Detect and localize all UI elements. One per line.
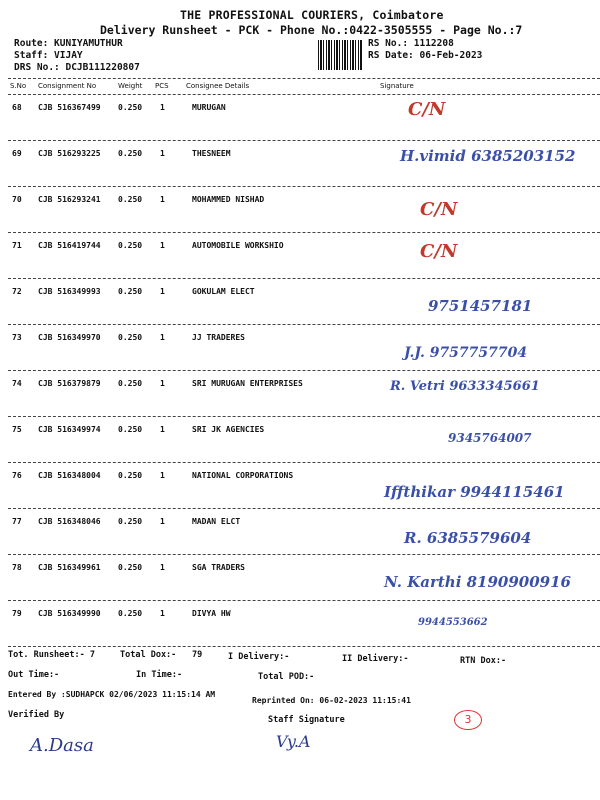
i-delivery: I Delivery:- [228,652,290,662]
table-row [8,141,600,187]
in-time: In Time:- [136,670,183,680]
table-row [8,555,600,601]
header-divider-top [8,78,600,79]
rs-number: RS No.: 1112208 [368,38,454,49]
row-consignment: CJB 516293225 [38,149,101,158]
row-sno: 76 [12,471,22,480]
row-pcs: 1 [160,195,165,204]
company-title: THE PROFESSIONAL COURIERS, Coimbatore [180,8,444,22]
verifier-signature: A.Dasa [30,735,94,756]
row-consignment: CJB 516419744 [38,241,101,250]
row-weight: 0.250 [118,425,143,434]
row-weight: 0.250 [118,241,143,250]
row-signature: 9345764007 [448,431,532,445]
row-consignee: THESNEEM [192,149,231,158]
total-pod: Total POD:- [258,672,315,682]
row-consignment: CJB 516349990 [38,609,101,618]
table-row [8,509,600,555]
row-pcs: 1 [160,425,165,434]
row-sno: 74 [12,379,22,388]
row-weight: 0.250 [118,379,143,388]
row-signature: N. Karthi 8190900916 [384,573,571,591]
row-pcs: 1 [160,563,165,572]
row-signature: 9944553662 [418,617,488,628]
row-consignee: DIVYA HW [192,609,231,618]
row-consignment: CJB 516349974 [38,425,101,434]
row-consignment: CJB 516367499 [38,103,101,112]
row-weight: 0.250 [118,517,143,526]
row-signature: Iffthikar 9944115461 [384,483,565,501]
row-weight: 0.250 [118,563,143,572]
row-consignee: AUTOMOBILE WORKSHIO [192,241,284,250]
row-pcs: 1 [160,333,165,342]
barcode [318,40,362,70]
row-weight: 0.250 [118,471,143,480]
row-consignee: JJ TRADERES [192,333,245,342]
table-header [8,82,600,94]
table-row [8,371,600,417]
row-sno: 68 [12,103,22,112]
row-consignment: CJB 516348004 [38,471,101,480]
row-signature: C/N [420,199,458,220]
row-sno: 72 [12,287,22,296]
row-sno: 79 [12,609,22,618]
row-signature: H.vimid 6385203152 [400,147,576,165]
row-consignment: CJB 516379879 [38,379,101,388]
row-consignee: MOHAMMED NISHAD [192,195,265,204]
row-weight: 0.250 [118,287,143,296]
circled-mark: 3 [454,710,482,730]
table-row [8,279,600,325]
row-pcs: 1 [160,241,165,250]
row-weight: 0.250 [118,609,143,618]
row-weight: 0.250 [118,333,143,342]
row-sno: 70 [12,195,22,204]
row-consignment: CJB 516348046 [38,517,101,526]
row-signature: R. 6385579604 [404,529,532,547]
row-consignee: NATIONAL CORPORATIONS [192,471,294,480]
row-pcs: 1 [160,517,165,526]
ii-delivery: II Delivery:- [342,654,409,664]
row-sno: 71 [12,241,22,250]
row-consignee: SRI JK AGENCIES [192,425,265,434]
row-consignment: CJB 516349970 [38,333,101,342]
staff-signature-label: Staff Signature [268,715,345,725]
drs-number: DRS No.: DCJB111220807 [14,62,140,73]
total-dox-value: 79 [192,650,203,660]
row-weight: 0.250 [118,103,143,112]
row-signature: C/N [408,99,446,120]
row-pcs: 1 [160,471,165,480]
rtn-dox: RTN Dox:- [460,656,507,666]
row-sno: 69 [12,149,22,158]
row-consignment: CJB 516293241 [38,195,101,204]
row-consignee: MADAN ELCT [192,517,241,526]
table-row [8,95,600,141]
row-sno: 78 [12,563,22,572]
row-divider [8,646,600,647]
col-sno: S.No [10,82,27,90]
verified-by: Verified By [8,710,65,720]
table-row [8,463,600,509]
row-sno: 73 [12,333,22,342]
row-pcs: 1 [160,609,165,618]
row-pcs: 1 [160,287,165,296]
total-dox-label: Total Dox:- [120,650,177,660]
row-signature: R. Vetri 9633345661 [390,379,540,394]
reprinted-on: Reprinted On: 06-02-2023 11:15:41 [252,696,411,705]
row-consignee: SRI MURUGAN ENTERPRISES [192,379,303,388]
col-signature: Signature [380,82,414,90]
table-row [8,233,600,279]
rs-date: RS Date: 06-Feb-2023 [368,50,483,61]
row-sno: 75 [12,425,22,434]
row-consignment: CJB 516349961 [38,563,101,572]
row-pcs: 1 [160,103,165,112]
row-signature: C/N [420,241,458,262]
row-signature: J.J. 9757757704 [404,345,528,361]
row-consignee: GOKULAM ELECT [192,287,255,296]
table-row [8,601,600,647]
table-row [8,325,600,371]
row-weight: 0.250 [118,195,143,204]
col-weight: Weight [118,82,143,90]
staff-label: Staff: VIJAY [14,50,83,61]
row-consignment: CJB 516349993 [38,287,101,296]
col-consignee: Consignee Details [186,82,250,90]
row-signature: 9751457181 [428,297,533,315]
row-weight: 0.250 [118,149,143,158]
runsheet-subtitle: Delivery Runsheet - PCK - Phone No.:0422-3505555 - Page No.:7 [100,23,523,37]
entered-by: Entered By :SUDHAPCK 02/06/2023 11:15:14 AM [8,690,216,699]
staff-signature-scrawl: Vy.A [276,732,311,751]
row-consignee: MURUGAN [192,103,226,112]
col-pcs: PCS [155,82,169,90]
route-label: Route: KUNIYAMUTHUR [14,38,123,49]
row-pcs: 1 [160,379,165,388]
col-consignment: Consignment No [38,82,97,90]
row-sno: 77 [12,517,22,526]
table-row [8,417,600,463]
out-time: Out Time:- [8,670,60,680]
tot-runsheet: Tot. Runsheet:- 7 [8,650,95,660]
row-consignee: SGA TRADERS [192,563,245,572]
table-row [8,187,600,233]
row-pcs: 1 [160,149,165,158]
